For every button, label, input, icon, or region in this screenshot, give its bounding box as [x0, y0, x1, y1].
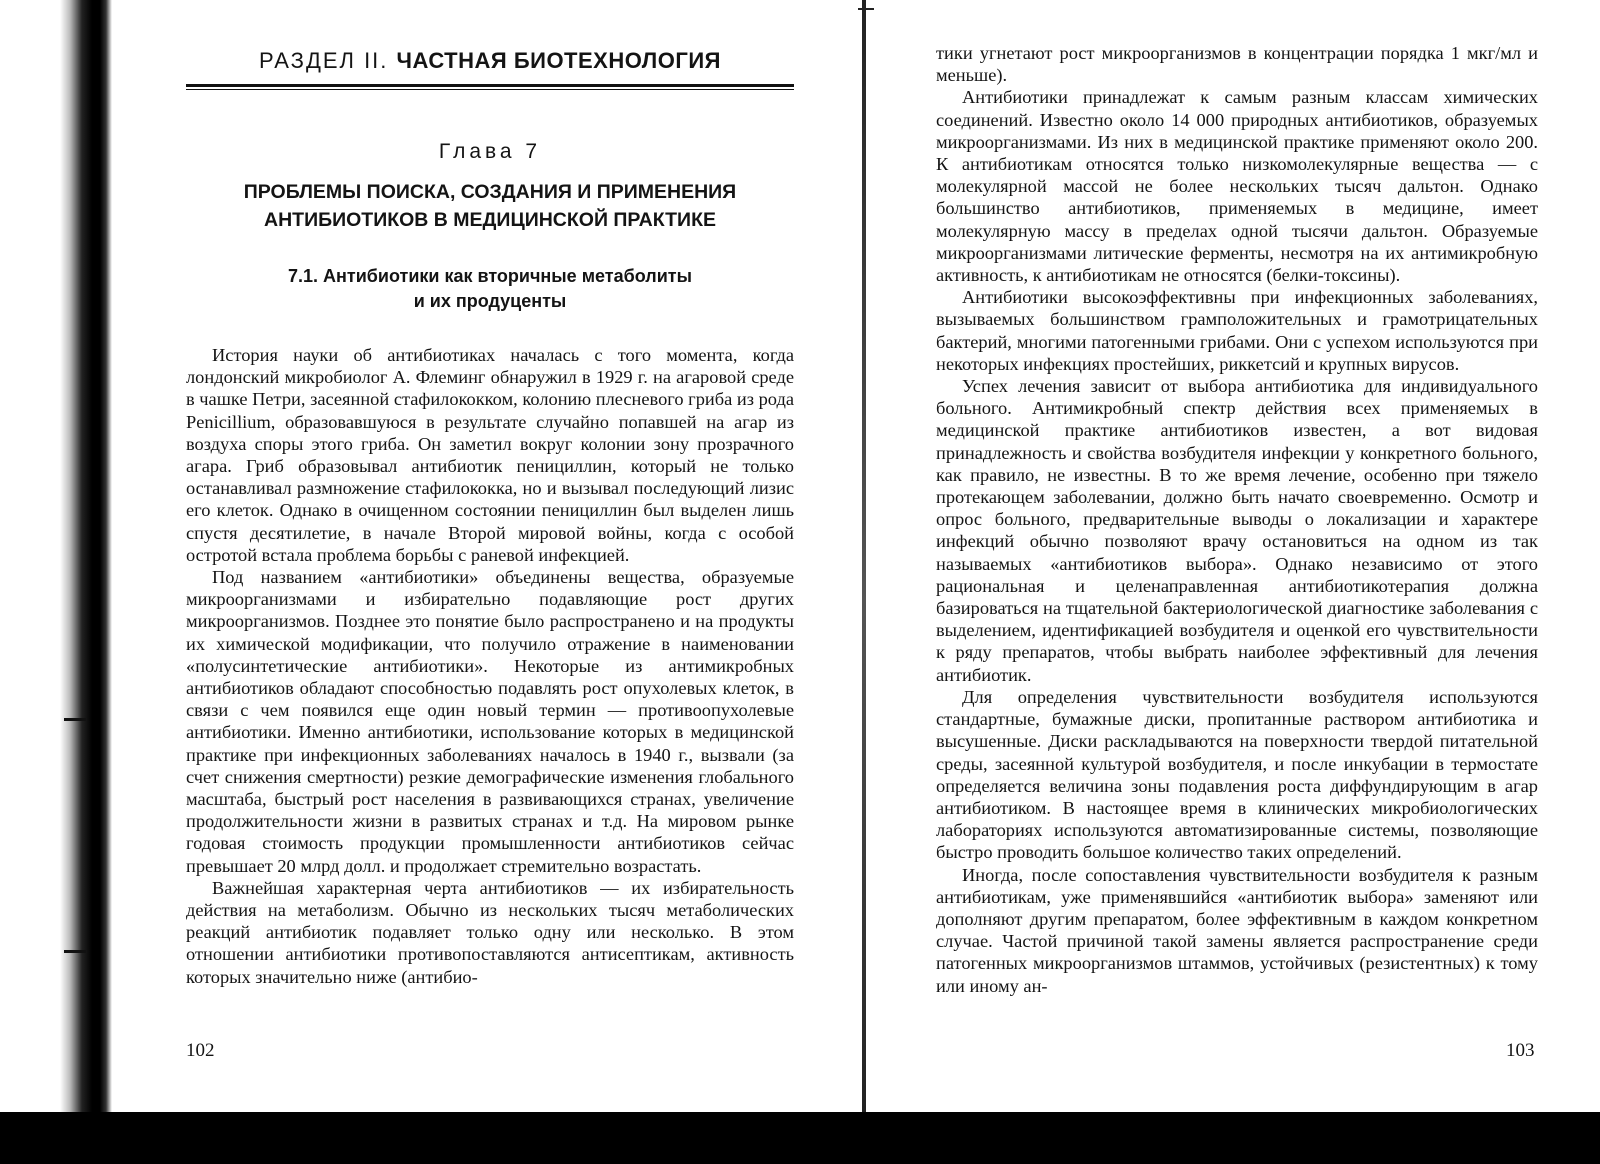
- page-number: 103: [1506, 1040, 1535, 1061]
- header-rule: [186, 84, 794, 87]
- edge-mark: [64, 718, 86, 721]
- running-head: [186, 48, 794, 74]
- paragraph: Успех лечения зависит от выбора антибиотика для индивидуального больного. Антимикробный спектр действия всех применяемых в медицинской практике антибиотиков известен, а вот видовая принадлежность и свойства возбудителя инфекции у конкретного больного, как правило, не известны. В то же время лечение, особенно при тяжело протекающем заболевании, должно быть начато своевременно. Осмотр и опрос больного, предварительные выводы о локализации и характере инфекций обычно позволяют врачу остановиться на одном из так называемых «антибиотиков выбора». Однако независимо от этого рациональная и целенаправленная антибиотикотерапия должна базироваться на тщательной бактериологической диагностике заболевания с выделением, идентификацией возбудителя и оценкой его чувствительности к ряду препаратов, чтобы выбрать наиболее эффективный для лечения антибиотик.: [936, 376, 1538, 685]
- scan-bottom-shadow: [0, 1112, 1600, 1164]
- section-title-line: и их продуценты: [413, 291, 567, 311]
- edge-mark: [64, 950, 86, 953]
- right-page: [936, 42, 1538, 997]
- left-page: [186, 40, 794, 988]
- running-head-title: ЧАСТНАЯ БИОТЕХНОЛОГИЯ: [396, 48, 721, 73]
- section-title: [186, 264, 794, 314]
- chapter-label: Глава 7: [438, 140, 542, 163]
- section-title-line: 7.1. Антибиотики как вторичные метаболиты: [288, 266, 692, 286]
- page-gutter: [862, 0, 866, 1112]
- page-number: 102: [186, 1040, 215, 1061]
- right-page-body: [936, 42, 1538, 997]
- left-page-body: [186, 344, 794, 988]
- paragraph: Для определения чувствительности возбудителя используются стандартные, бумажные диски, пропитанные раствором антибиотика и высушенные. Диски раскладываются на поверхности твердой питательной среды, засеянной культурой возбудителя, и после инкубации в термостате определяется величина зоны подавления роста диффундирующим в агар антибиотиком. В настоящее время в клинических микробиологических лабораториях используются автоматизированные системы, позволяющие быстро проводить большое количество таких определений.: [936, 686, 1538, 863]
- header-rule-thin: [186, 89, 794, 90]
- chapter-title-line: ПРОБЛЕМЫ ПОИСКА, СОЗДАНИЯ И ПРИМЕНЕНИЯ: [243, 181, 737, 203]
- chapter-title-line: АНТИБИОТИКОВ В МЕДИЦИНСКОЙ ПРАКТИКЕ: [264, 209, 716, 231]
- paragraph: Иногда, после сопоставления чувствительности возбудителя к разным антибиотикам, уже применявшийся «антибиотик выбора» заменяют или дополняют другим препаратом, более эффективным в каждом конкретном случае. Частой причиной такой замены является распространение среди патогенных микроорганизмов штаммов, устойчивых (резистентных) к тому или иному ан-: [936, 864, 1538, 996]
- binding-edge: [0, 0, 112, 1164]
- paragraph: История науки об антибиотиках началась с того момента, когда лондонский микробиолог А. Флеминг обнаружил в 1929 г. на агаровой среде в чашке Петри, засеянной стафилококком, колонию плесневого гриба из рода Penicillium, образовавшуюся в результате случайно попавшей на агар из воздуха споры этого гриба. Он заметил вокруг колонии зону прозрачного агара. Гриб образовывал антибиотик пенициллин, который не только останавливал размножение стафилококка, но и вызывал последующий лизис его клеток. Однако в очищенном состоянии пенициллин был выделен лишь спустя десятилетие, в начале Второй мировой войны, когда с особой остротой встала проблема борьбы с раневой инфекцией.: [186, 345, 794, 565]
- gutter-tick: [858, 8, 874, 10]
- chapter-title: [186, 178, 794, 234]
- paragraph: Важнейшая характерная черта антибиотиков — их избирательность действия на метаболизм. Обычно из нескольких тысяч метаболических реакций антибиотик подавляет только одну или несколько. В этом отношении антибиотики противопоставляются антисептикам, активность которых значительно ниже (антибио-: [186, 877, 794, 987]
- paragraph: Антибиотики высокоэффективны при инфекционных заболеваниях, вызываемых большинством грамположительных и грамотрицательных бактерий, многими патогенными грибами. Они с успехом используются при некоторых инфекциях простейших, риккетсий и крупных вирусов.: [936, 287, 1538, 374]
- paragraph: Антибиотики принадлежат к самым разным классам химических соединений. Известно около 14 000 природных антибиотиков, образуемых микроорганизмами. Из них в медицинской практике применяют около 200. К антибиотикам относятся только низкомолекулярные вещества — с молекулярной массой не более нескольких тысяч дальтон. Однако большинство антибиотиков, применяемых в медицине, имеет молекулярную массу в пределах одной тысячи дальтон. Образуемые микроорганизмами литические ферменты, несмотря на их антимикробную активность, к антибиотикам не относятся (белки-токсины).: [936, 87, 1538, 286]
- running-head-section: РАЗДЕЛ II.: [259, 48, 389, 73]
- paragraph: Под названием «антибиотики» объединены вещества, образуемые микроорганизмами и избирательно подавляющие рост других микроорганизмов. Позднее это понятие было распространено и на продукты их химической модификации, что получило отражение в наименовании «полусинтетические антибиотики». Некоторые из антимикробных антибиотиков обладают способностью подавлять рост опухолевых клеток, в связи с чем появился еще один новый термин — противоопухолевые антибиотики. Именно антибиотики, использование которых в медицинской практике при инфекционных заболеваниях началось в 1940 г., вызвали (за счет снижения смертности) резкие демографические изменения глобального масштаба, быстрый рост населения в развивающихся странах, увеличение продолжительности жизни в развитых странах и т.д. На мировом рынке годовая стоимость продукции промышленности антибиотиков сейчас превышает 20 млрд долл. и продолжает стремительно возрастать.: [186, 567, 794, 876]
- paragraph: тики угнетают рост микроорганизмов в концентрации порядка 1 мкг/мл и меньше).: [936, 43, 1538, 86]
